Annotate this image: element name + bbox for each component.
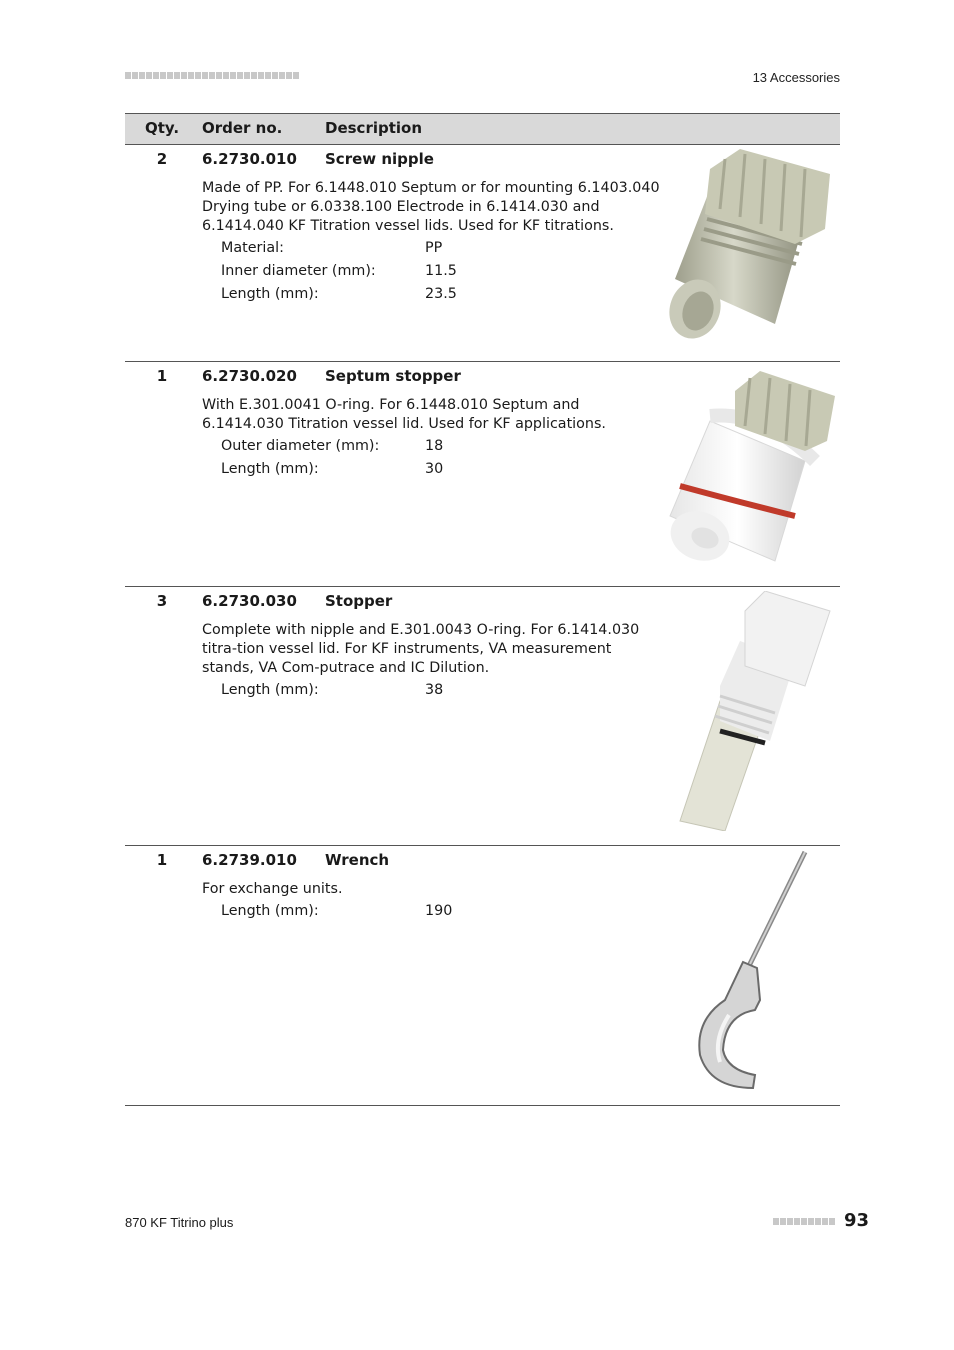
column-qty: Qty. [145,119,180,137]
spec-row [221,283,521,306]
spec-label: Length (mm): [221,461,319,477]
table-row [125,145,840,362]
accessories-table [125,113,840,1106]
spec-value: 11.5 [425,263,457,279]
spec-value: 38 [425,682,444,698]
item-specs [221,435,521,481]
item-description: Made of PP. For 6.1448.010 Septum or for mounting 6.1403.040 Drying tube or 6.0338.100 Electrode in 6.1414.030 and 6.1414.040 KF Titration vessel lids. Used for KF titrations. [202,180,660,234]
page-number: 93 [844,1210,870,1231]
spec-row [221,458,521,481]
item-order-no: 6.2739.010 [202,851,297,869]
item-title: Stopper [325,592,393,610]
column-order-no: Order no. [202,119,283,137]
spec-value: 23.5 [425,286,457,302]
column-description: Description [325,119,423,137]
spec-label: Length (mm): [221,286,319,302]
item-specs [221,237,521,306]
item-description: Complete with nipple and E.301.0043 O-ring. For 6.1414.030 titra-tion vessel lid. For KF instruments, VA measurement stands, VA Com-putrace and IC Dilution. [202,622,640,676]
septum-stopper-image [665,366,840,566]
spec-label: Inner diameter (mm): [221,263,376,279]
spec-label: Length (mm): [221,903,319,919]
item-title: Septum stopper [325,367,461,385]
item-title: Wrench [325,851,390,869]
spec-row [221,260,521,283]
stopper-image [665,591,840,831]
item-specs [221,900,521,923]
spec-row [221,237,521,260]
item-qty: 1 [156,367,168,385]
item-qty: 2 [156,150,168,168]
spec-label: Length (mm): [221,682,319,698]
item-specs [221,679,521,702]
item-order-no: 6.2730.010 [202,150,297,168]
spec-value: 30 [425,461,444,477]
spec-row [221,435,521,458]
item-order-no: 6.2730.030 [202,592,297,610]
item-title: Screw nipple [325,150,434,168]
screw-nipple-image [665,149,840,339]
chapter-title: 13 Accessories [752,70,840,85]
item-qty: 1 [156,851,168,869]
table-header [125,113,840,145]
wrench-image [665,850,840,1095]
spec-label: Outer diameter (mm): [221,438,380,454]
header-decoration [125,72,299,79]
spec-label: Material: [221,240,284,256]
footer-product: 870 KF Titrino plus [125,1215,234,1230]
table-row [125,846,840,1106]
spec-row [221,679,521,702]
spec-row [221,900,521,923]
spec-value: PP [425,240,443,256]
item-description: For exchange units. [202,881,343,897]
spec-value: 190 [425,903,453,919]
spec-value: 18 [425,438,444,454]
item-description: With E.301.0041 O-ring. For 6.1448.010 Septum and 6.1414.030 Titration vessel lid. Used for KF applications. [202,397,606,432]
footer-decoration [773,1218,835,1225]
item-order-no: 6.2730.020 [202,367,297,385]
item-qty: 3 [156,592,168,610]
table-row [125,587,840,846]
table-row [125,362,840,587]
